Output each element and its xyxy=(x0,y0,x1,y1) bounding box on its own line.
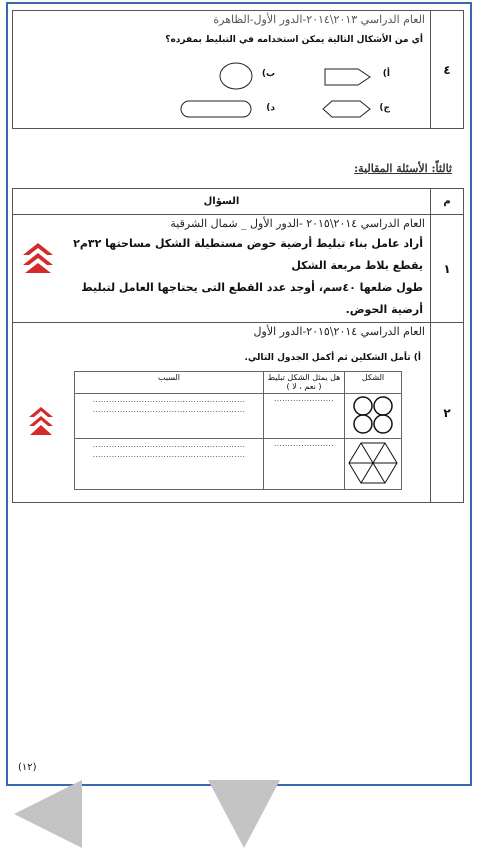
previous-page-arrow-icon[interactable] xyxy=(10,776,86,852)
q4-header: العام الدراسي ٢٠١٣\٢٠١٤-الدور الأول-الظاهرة xyxy=(213,13,425,26)
school-logo-icon-2 xyxy=(27,405,55,439)
q2-header: العام الدراسي ٢٠١٤\٢٠١٥-الدور الأول xyxy=(253,325,425,338)
q4-option-c: ج) xyxy=(379,103,390,113)
q4-number: ٤ xyxy=(431,11,464,129)
essay-table xyxy=(12,188,464,503)
shape-hexagon-cell xyxy=(345,439,402,490)
col-reason: السبب xyxy=(75,372,264,394)
q1-text xyxy=(14,233,429,321)
q4-option-b: ب) xyxy=(261,69,275,79)
answer-reason-1[interactable] xyxy=(75,394,264,439)
q4-option-a: أ) xyxy=(382,69,390,79)
reason-2-line-1[interactable]: ........................................................ xyxy=(92,441,246,449)
col-tiling xyxy=(264,372,345,394)
q1-line-2: طول ضلعها ٤٠سم، أوجد عدد القطع التى يحتاجها العامل لتبليط أرضية الحوض. xyxy=(81,281,423,316)
q1-line-1: أراد عامل بناء تبليط أرضية حوض مستطيلة الشكل مساحتها ٣٢م٢ يقطع بلاط مربعة الشكل xyxy=(73,237,423,272)
col-tiling-line-2: ( نعم ، لا ) xyxy=(286,382,322,391)
next-page-arrow-icon[interactable] xyxy=(206,778,282,850)
arrow-pentagon-shape-a xyxy=(324,67,372,87)
four-circles-shape xyxy=(348,395,398,435)
q1-header: العام الدراسي ٢٠١٤\٢٠١٥ -الدور الأول _ شمال الشرقية xyxy=(170,217,425,230)
answer-reason-2[interactable] xyxy=(75,439,264,490)
col-shape: الشكل xyxy=(345,372,402,394)
q4-question: أي من الأشكال التالية يمكن استخدامه في التبليط بمفرده؟ xyxy=(165,35,423,45)
q4-table xyxy=(12,10,464,129)
reason-1-line-2[interactable]: ........................................................ xyxy=(92,406,246,414)
worksheet-page xyxy=(6,2,472,786)
answer-tiling-2[interactable]: ...................... xyxy=(264,439,345,490)
answer-tiling-1[interactable]: ...................... xyxy=(264,394,345,439)
col-tiling-line-1: هل يمثل الشكل تبليط xyxy=(267,373,341,382)
q1-number: ١ xyxy=(431,215,464,323)
arrow-hexagon-shape-c xyxy=(322,99,372,119)
q2-instruction: أ) تأمل الشكلين ثم أكمل الجدول التالي. xyxy=(244,353,421,363)
reason-1-line-1[interactable]: ........................................................ xyxy=(92,396,246,404)
q4-option-d: د) xyxy=(266,103,275,113)
q2-inner-table xyxy=(74,371,402,490)
section-title: ثالثاً: الأسئلة المقالية: xyxy=(354,162,452,175)
q2-number: ٢ xyxy=(431,323,464,503)
col-question-header: السؤال xyxy=(13,189,431,215)
reason-2-line-2[interactable]: ........................................................ xyxy=(92,451,246,459)
hexagon-triangles-shape xyxy=(347,440,399,486)
shape-circles-cell xyxy=(345,394,402,439)
circle-shape-b xyxy=(218,61,254,91)
page-number: (١٢) xyxy=(18,762,37,773)
col-m-header: م xyxy=(431,189,464,215)
rounded-rect-shape-d xyxy=(180,99,252,119)
school-logo-icon xyxy=(21,241,55,277)
